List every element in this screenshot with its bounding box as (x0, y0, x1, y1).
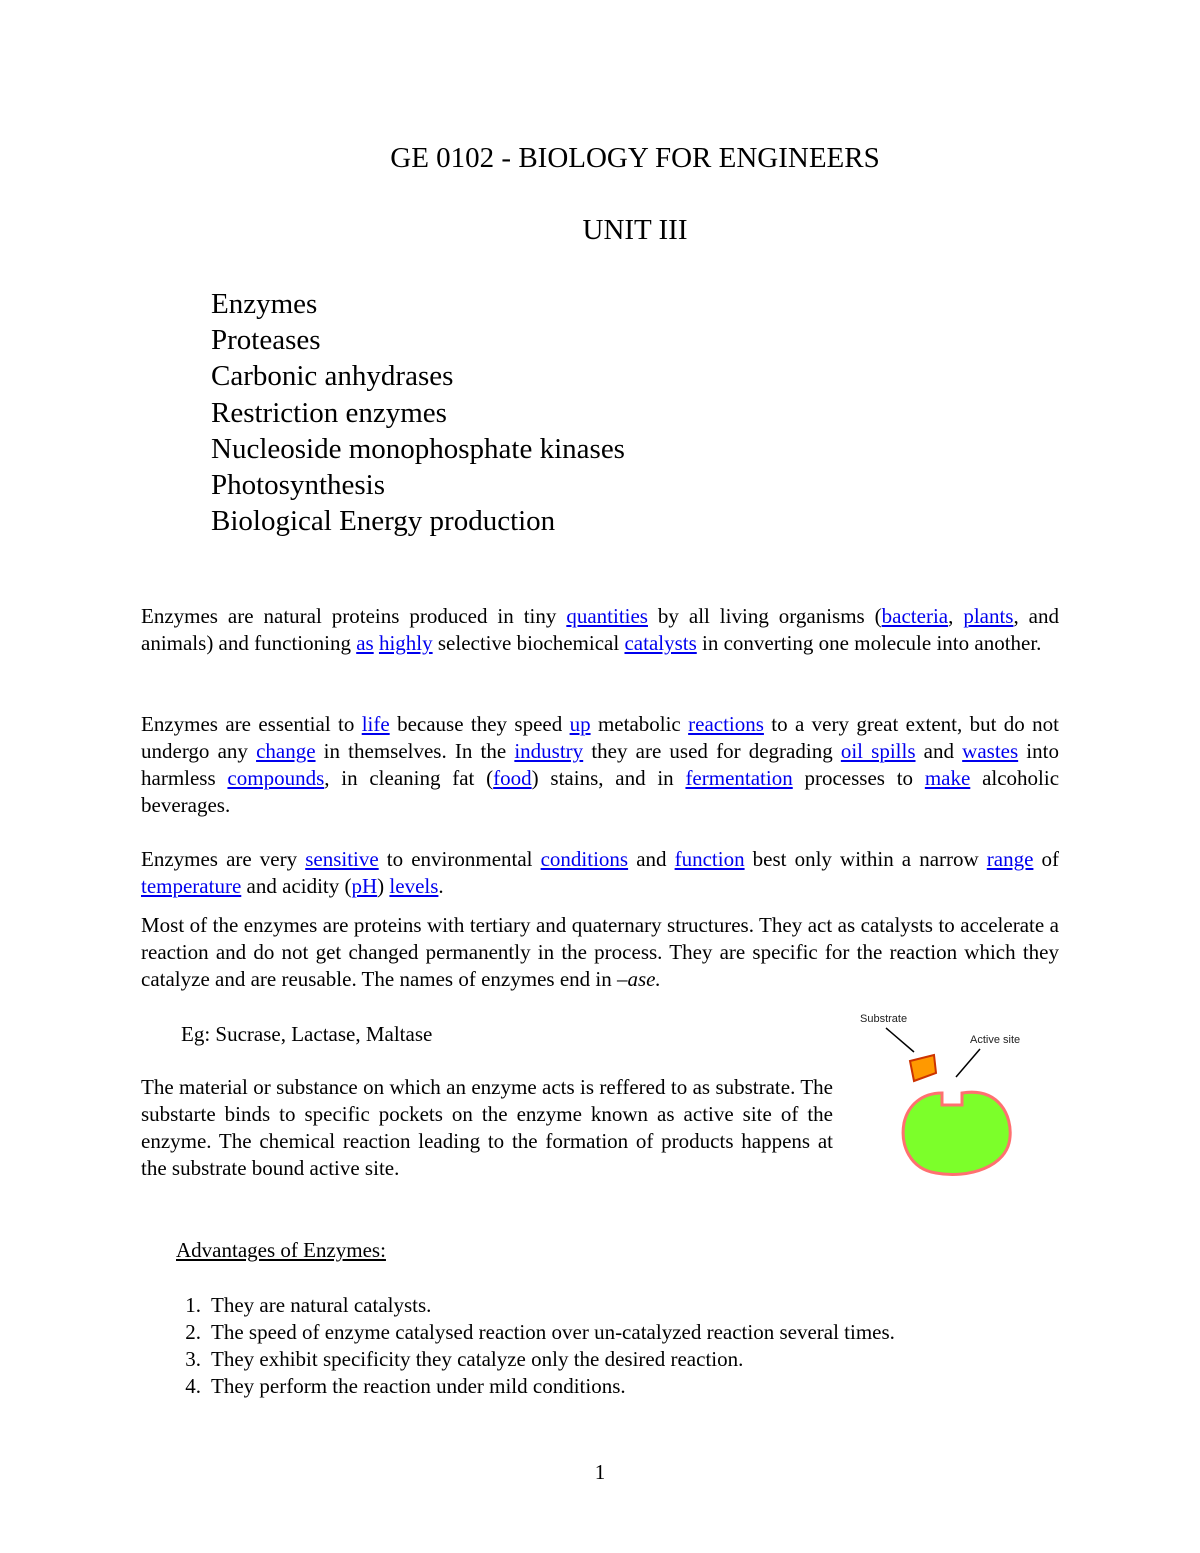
inline-link[interactable]: as (356, 631, 374, 655)
paragraph-text: to a very great extent, but do not undergo any (141, 712, 1059, 763)
inline-link[interactable]: oil spills (840, 739, 916, 763)
inline-link[interactable]: levels (389, 874, 439, 898)
paragraph-text: they are used for degrading (583, 739, 841, 763)
paragraph-text: and (628, 847, 675, 871)
paragraph-text: Enzymes are essential to (141, 712, 362, 736)
substrate-pointer-line (886, 1028, 914, 1052)
list-text: They are natural catalysts. (211, 1293, 432, 1317)
list-number: 3. (185, 1347, 201, 1371)
paragraph-text: into harmless (141, 739, 1059, 790)
inline-link[interactable]: reactions (688, 712, 764, 736)
list-text: The speed of enzyme catalysed reaction over un-catalyzed reaction several times. (211, 1320, 895, 1344)
inline-link[interactable]: up (569, 712, 591, 736)
inline-link[interactable]: make (924, 766, 971, 790)
paragraph-text: processes to (792, 766, 925, 790)
page-number: 1 (594, 1460, 606, 1484)
inline-link[interactable]: life (361, 712, 390, 736)
list-item (141, 1373, 895, 1400)
inline-link[interactable]: function (674, 847, 745, 871)
paragraph-text: ) (377, 874, 390, 898)
inline-link[interactable]: sensitive (305, 847, 379, 871)
inline-link[interactable]: plants (963, 604, 1014, 628)
enzyme-shape (903, 1092, 1010, 1174)
list-number: 1. (185, 1293, 201, 1317)
inline-link[interactable]: fermentation (685, 766, 793, 790)
paragraph-text: and acidity ( (241, 874, 352, 898)
paragraph-text: in themselves. In the (315, 739, 515, 763)
paragraph-text: Enzymes are very (141, 847, 306, 871)
substrate-shape (910, 1055, 936, 1081)
paragraph-enzymes-definition (141, 603, 1059, 657)
list-item (141, 1319, 895, 1346)
inline-link[interactable]: quantities (566, 604, 648, 628)
paragraph-text: , (948, 604, 964, 628)
paragraph-text: Enzymes are natural proteins produced in tiny (141, 604, 567, 628)
inline-link[interactable]: range (986, 847, 1034, 871)
inline-link[interactable]: food (493, 766, 532, 790)
inline-link[interactable]: change (256, 739, 316, 763)
inline-link[interactable]: catalysts (624, 631, 697, 655)
substrate-label: Substrate (860, 1013, 908, 1025)
list-item (141, 1292, 895, 1319)
paragraph-enzymes-sensitive (141, 846, 1059, 900)
paragraph-text: and (915, 739, 963, 763)
topic-item: Enzymes (211, 288, 318, 320)
list-number: 2. (185, 1320, 201, 1344)
paragraph-text: , in cleaning fat ( (324, 766, 494, 790)
document-title: GE 0102 - BIOLOGY FOR ENGINEERS (390, 142, 880, 174)
paragraph-text: because they speed (389, 712, 570, 736)
active-site-pointer-line (956, 1049, 980, 1077)
inline-link[interactable]: conditions (540, 847, 629, 871)
paragraph-enzymes-essential (141, 711, 1059, 819)
inline-link[interactable]: temperature (141, 874, 242, 898)
paragraph-text: in converting one molecule into another. (696, 631, 1042, 655)
paragraph-text: Most of the enzymes are proteins with tertiary and quaternary structures. They act as catalysts to accelerate a reaction and do not get changed permanently in the process. They are specific for the reaction which they catalyze and are reusable. The names of enzymes end in (141, 913, 1059, 991)
list-item (141, 1346, 895, 1373)
topic-item: Carbonic anhydrases (211, 360, 454, 393)
paragraph-text: . (438, 874, 444, 898)
topic-item: Photosynthesis (211, 469, 386, 502)
list-text: They exhibit specificity they catalyze only the desired reaction. (211, 1347, 744, 1371)
paragraph-text: ) stains, and in (531, 766, 686, 790)
paragraph-text: alcoholic beverages. (141, 766, 1060, 817)
enzyme-substrate-figure (850, 1005, 1070, 1185)
paragraph-text: The material or substance on which an enzyme acts is reffered to as substrate. The substarte binds to specific pockets on the enzyme known as active site of the enzyme. The chemical reaction leading to the formation of products happens at the substrate bound active site. (141, 1075, 833, 1180)
active-site-label: Active site (970, 1034, 1021, 1046)
inline-link[interactable]: pH (351, 874, 378, 898)
paragraph-text: of (1033, 847, 1059, 871)
paragraph-text: by all living organisms ( (647, 604, 882, 628)
list-number: 4. (185, 1374, 201, 1398)
paragraph-text: to environmental (378, 847, 541, 871)
topic-item: Proteases (211, 324, 321, 357)
paragraph-text: best only within a narrow (744, 847, 987, 871)
enzyme-examples: Eg: Sucrase, Lactase, Maltase (181, 1022, 433, 1046)
inline-link[interactable]: compounds (227, 766, 325, 790)
inline-link[interactable]: bacteria (881, 604, 949, 628)
inline-link[interactable]: highly (378, 631, 433, 655)
topic-item: Biological Energy production (211, 505, 556, 538)
paragraph-text: metabolic (590, 712, 689, 736)
list-text: They perform the reaction under mild conditions. (211, 1374, 626, 1398)
advantages-list (141, 1292, 895, 1400)
advantages-heading: Advantages of Enzymes: (176, 1238, 386, 1262)
topic-item: Nucleoside monophosphate kinases (211, 432, 625, 465)
topic-list (211, 286, 625, 539)
unit-title: UNIT III (582, 214, 688, 246)
paragraph-enzymes-structure (141, 912, 1059, 993)
inline-link[interactable]: industry (514, 739, 584, 763)
italic-text: –ase. (616, 967, 661, 991)
inline-link[interactable]: wastes (962, 739, 1019, 763)
paragraph-text: selective biochemical (432, 631, 625, 655)
paragraph-text: , and animals) and functioning (141, 604, 1060, 655)
paragraph-substrate (141, 1074, 833, 1182)
topic-item: Restriction enzymes (211, 396, 447, 429)
